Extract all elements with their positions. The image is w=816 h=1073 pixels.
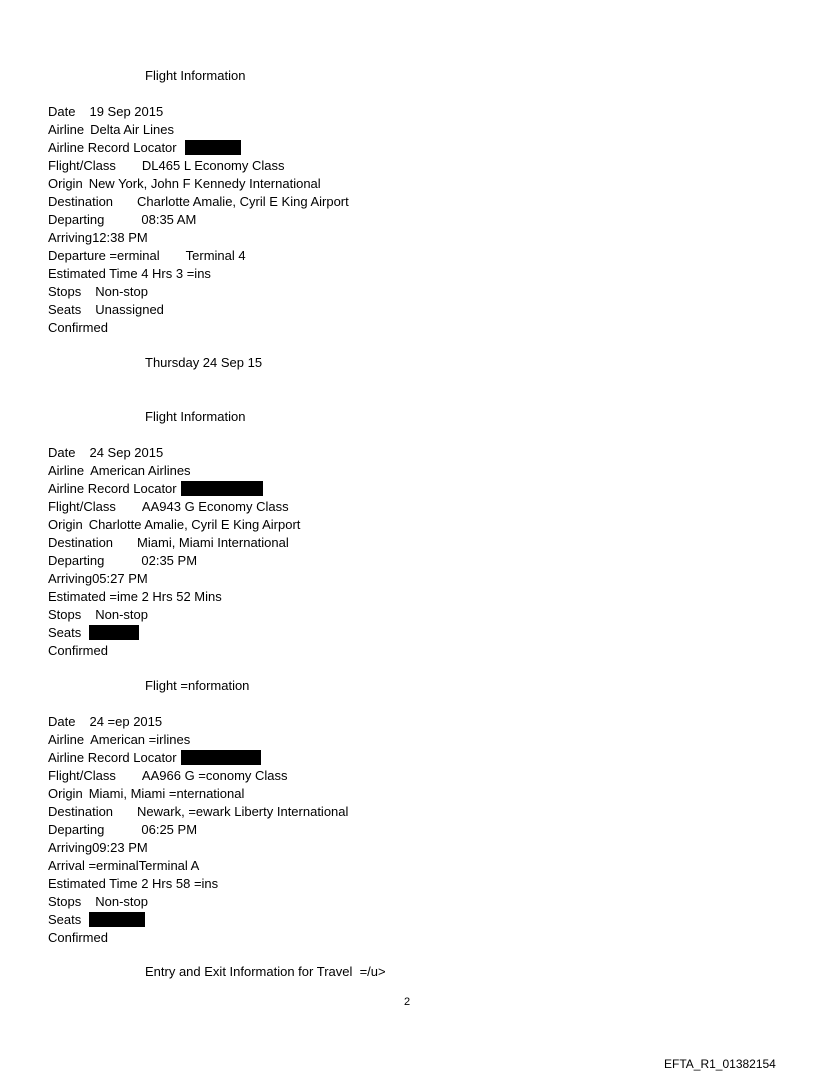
origin-row: Origin Miami, Miami =nternational: [48, 786, 245, 801]
estimated-time-row: Estimated Time 2 Hrs 58 =ins: [48, 876, 219, 891]
seats-row: Seats: [48, 911, 145, 929]
estimated-time-row: Estimated =ime 2 Hrs 52 Mins: [48, 589, 222, 604]
section-heading: Flight Information: [145, 409, 246, 424]
locator-row: Airline Record Locator: [48, 480, 263, 498]
airline-row: Airline American =irlines: [48, 732, 191, 747]
departing-row: Departing 02:35 PM: [48, 553, 198, 568]
flight-row: Flight/Class DL465 L Economy Class: [48, 158, 285, 173]
status-row: Confirmed: [48, 930, 108, 945]
airline-row: Airline Delta Air Lines: [48, 122, 174, 137]
redaction-box: [185, 140, 241, 155]
arriving-row: Arriving09:23 PM: [48, 840, 148, 855]
destination-row: Destination Charlotte Amalie, Cyril E King Airport: [48, 194, 349, 209]
estimated-time-row: Estimated Time 4 Hrs 3 =ins: [48, 266, 211, 281]
redaction-box: [89, 912, 145, 927]
stops-row: Stops Non-stop: [48, 894, 148, 909]
seats-row: Seats: [48, 624, 139, 642]
flight-row: Flight/Class AA943 G Economy Class: [48, 499, 289, 514]
airline-row: Airline American Airlines: [48, 463, 191, 478]
terminal-row: Arrival =erminalTerminal A: [48, 858, 200, 873]
date-row: Date 24 Sep 2015: [48, 445, 164, 460]
destination-row: Destination Miami, Miami International: [48, 535, 289, 550]
stops-row: Stops Non-stop: [48, 607, 148, 622]
date-row: Date 19 Sep 2015: [48, 104, 164, 119]
status-row: Confirmed: [48, 643, 108, 658]
departing-row: Departing 08:35 AM: [48, 212, 197, 227]
origin-row: Origin New York, John F Kennedy International: [48, 176, 321, 191]
seats-row: Seats Unassigned: [48, 302, 164, 317]
locator-row: Airline Record Locator: [48, 139, 241, 157]
arriving-row: Arriving05:27 PM: [48, 571, 148, 586]
origin-row: Origin Charlotte Amalie, Cyril E King Airport: [48, 517, 301, 532]
departing-row: Departing 06:25 PM: [48, 822, 198, 837]
destination-row: Destination Newark, =ewark Liberty International: [48, 804, 349, 819]
date-row: Date 24 =ep 2015: [48, 714, 163, 729]
arriving-row: Arriving12:38 PM: [48, 230, 148, 245]
redaction-box: [89, 625, 139, 640]
section-heading: Flight =nformation: [145, 678, 250, 693]
page-number: 2: [404, 996, 411, 1008]
document-id: EFTA_R1_01382154: [664, 1057, 776, 1071]
terminal-row: Departure =erminal Terminal 4: [48, 248, 246, 263]
locator-row: Airline Record Locator: [48, 749, 261, 767]
redaction-box: [181, 750, 261, 765]
entry-exit-heading: Entry and Exit Information for Travel =/u>: [145, 964, 386, 979]
day-heading: Thursday 24 Sep 15: [145, 355, 263, 370]
flight-row: Flight/Class AA966 G =conomy Class: [48, 768, 288, 783]
status-row: Confirmed: [48, 320, 108, 335]
section-heading: Flight Information: [145, 68, 246, 83]
stops-row: Stops Non-stop: [48, 284, 148, 299]
redaction-box: [181, 481, 263, 496]
